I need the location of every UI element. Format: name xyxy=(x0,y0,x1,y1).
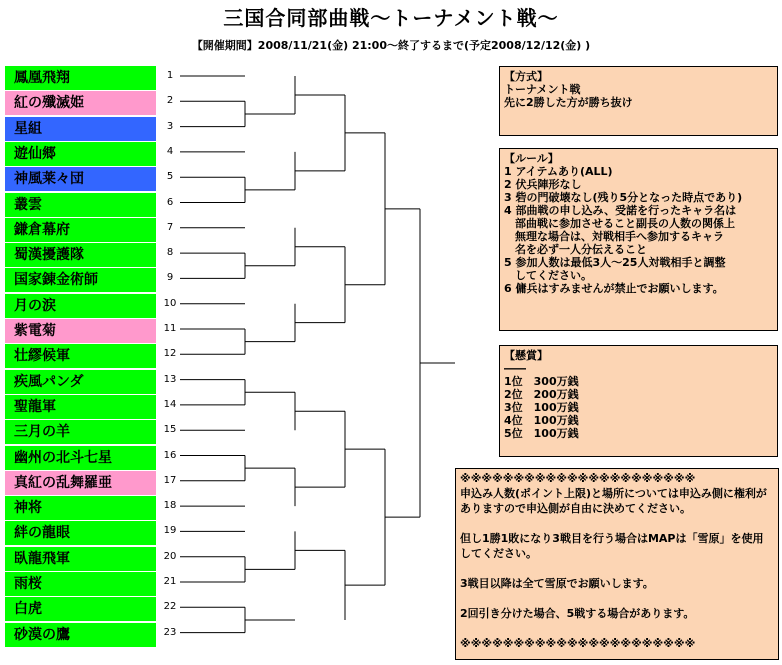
seed-number: 21 xyxy=(163,576,177,587)
seed-number: 2 xyxy=(166,95,174,107)
team-row: 神風莱々団 xyxy=(5,167,156,191)
method-box: 【方式】 トーナメント戦 先に2勝した方が勝ち抜け xyxy=(499,66,778,136)
seed-number: 17 xyxy=(163,474,177,486)
rules-box: 【ルール】 1 アイテムあり(ALL) 2 伏兵陣形なし 3 砦の門破壊なし(残り5分となった時点であり) 4 部曲戦の申し込み、受諾を行ったキャラ名は 部曲戦に参加させること副長の人数の関係上 無理な場合は、対戦相手へ参加するキャラ 名を必ず一人分伝えること 5 参加人数は最低3人〜25人対戦相手と調整 してください。 6 傭兵はすみませんが禁止でお願いします。 xyxy=(499,148,778,331)
team-row: 蜀漢擾護隊 xyxy=(5,243,156,267)
team-row: 砂漠の鷹 xyxy=(5,623,156,647)
team-row: 叢雲 xyxy=(5,193,156,217)
team-row: 月の涙 xyxy=(5,294,156,318)
page-title: 三国合同部曲戦〜トーナメント戦〜 xyxy=(223,6,559,30)
team-row: 幽州の北斗七星 xyxy=(5,446,156,470)
prize-box: 【懸賞】 ―― 1位 300万銭 2位 200万銭 3位 100万銭 4位 100万銭 5位 100万銭 xyxy=(499,345,778,457)
seed-number: 1 xyxy=(166,70,174,81)
team-row: 疾風パンダ xyxy=(5,370,156,394)
team-row: 鎌倉幕府 xyxy=(5,218,156,242)
seed-number: 12 xyxy=(163,348,177,360)
seed-number: 20 xyxy=(163,550,177,562)
team-row: 真紅の乱舞羅亜 xyxy=(5,471,156,495)
seed-number: 23 xyxy=(163,626,177,638)
seed-number: 7 xyxy=(166,221,174,233)
team-row: 白虎 xyxy=(5,597,156,621)
team-row: 星組 xyxy=(5,117,156,141)
seed-number: 16 xyxy=(163,449,177,461)
team-row: 鳳凰飛翔 xyxy=(5,66,156,90)
seed-number: 3 xyxy=(166,120,174,132)
seed-number: 13 xyxy=(163,373,177,385)
event-period: 【開催期間】2008/11/21(金) 21:00〜終了するまで(予定2008/12/12(金) ) xyxy=(191,39,591,52)
team-row: 国家錬金術師 xyxy=(5,268,156,292)
team-row: 遊仙郷 xyxy=(5,142,156,166)
seed-number: 14 xyxy=(163,398,177,410)
seed-number: 4 xyxy=(166,145,174,157)
seed-number: 6 xyxy=(166,196,174,208)
team-row: 雨桜 xyxy=(5,572,156,596)
team-row: 紫電菊 xyxy=(5,319,156,343)
team-row: 聖龍軍 xyxy=(5,395,156,419)
seed-number: 8 xyxy=(166,247,174,259)
team-row: 三月の羊 xyxy=(5,420,156,444)
team-row: 紅の殲滅姫 xyxy=(5,91,156,115)
seed-number: 19 xyxy=(163,525,177,537)
seed-number: 9 xyxy=(166,272,174,284)
seed-number: 10 xyxy=(163,297,177,309)
team-row: 壮繆候軍 xyxy=(5,344,156,368)
team-row: 神将 xyxy=(5,496,156,520)
team-row: 臥龍飛軍 xyxy=(5,547,156,571)
seed-number: 18 xyxy=(163,500,177,512)
seed-number: 15 xyxy=(163,424,177,436)
seed-number: 22 xyxy=(163,601,177,613)
team-row: 絆の龍眼 xyxy=(5,521,156,545)
seed-number: 11 xyxy=(163,323,177,334)
seed-number: 5 xyxy=(166,171,174,183)
notes-box: ※※※※※※※※※※※※※※※※※※※※※※ 申込み人数(ポイント上限)と場所については申込み側に権利がありますので申込側が自由に決めてください。 但し1勝1敗になり3戦目を行う場合はMAPは「雪原」を使用してください。 3戦目以降は全て雪原でお願いします。 2回引き分けた場合、5戦する場合があります。 ※※※※※※※※※※※※※※※※※※※※※※ xyxy=(455,468,779,660)
